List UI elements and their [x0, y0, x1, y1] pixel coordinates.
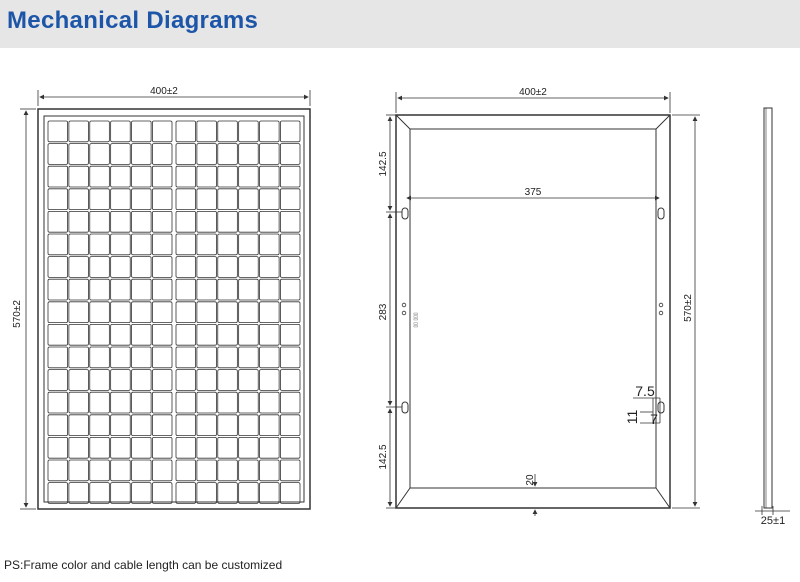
- mount-hole-bottom-left: [402, 402, 408, 413]
- solar-cell: [260, 347, 280, 368]
- solar-cell: [152, 460, 172, 481]
- solar-cell: [90, 347, 110, 368]
- solar-cell: [280, 279, 300, 300]
- solar-cell: [69, 324, 89, 345]
- solar-cell: [152, 211, 172, 232]
- corner-miter-tl: [396, 115, 410, 129]
- solar-cell: [280, 166, 300, 187]
- solar-cell: [218, 234, 238, 255]
- solar-cell: [132, 347, 152, 368]
- solar-cell: [280, 211, 300, 232]
- solar-cell: [48, 460, 68, 481]
- solar-cell: [239, 189, 259, 210]
- solar-cell: [280, 121, 300, 142]
- solar-cell: [176, 144, 196, 165]
- solar-cell: [239, 392, 259, 413]
- bottom-gap-label: 20: [525, 474, 536, 486]
- top-offset-label: 142.5: [378, 151, 389, 177]
- solar-cell: [280, 392, 300, 413]
- solar-cell: [260, 415, 280, 436]
- solar-cell: [69, 189, 89, 210]
- solar-cell: [260, 279, 280, 300]
- back-view: [386, 92, 700, 516]
- solar-cell: [239, 324, 259, 345]
- solar-cell: [239, 279, 259, 300]
- solar-cell: [176, 347, 196, 368]
- solar-cell: [48, 144, 68, 165]
- solar-cell: [176, 437, 196, 458]
- solar-cell: [260, 324, 280, 345]
- front-width-label: 400±2: [150, 86, 178, 97]
- solar-cell: [90, 302, 110, 323]
- solar-cell: [69, 234, 89, 255]
- solar-cell: [48, 370, 68, 391]
- solar-cell: [132, 279, 152, 300]
- solar-cell: [111, 166, 131, 187]
- solar-cell: [90, 257, 110, 278]
- solar-cell: [176, 392, 196, 413]
- solar-cell: [69, 460, 89, 481]
- ground-hole-top-left: [402, 303, 406, 307]
- solar-cell: [48, 234, 68, 255]
- solar-cell: [69, 302, 89, 323]
- solar-cell: [48, 437, 68, 458]
- solar-cell: [132, 437, 152, 458]
- solar-cell: [152, 415, 172, 436]
- solar-cell: [90, 370, 110, 391]
- solar-cell: [239, 415, 259, 436]
- solar-cell: [111, 483, 131, 504]
- solar-cell: [239, 121, 259, 142]
- solar-cell: [280, 437, 300, 458]
- solar-cell: [152, 483, 172, 504]
- solar-cell: [111, 370, 131, 391]
- solar-cell: [239, 144, 259, 165]
- solar-cell: [152, 437, 172, 458]
- solar-cell: [111, 121, 131, 142]
- solar-cell: [152, 257, 172, 278]
- solar-cell: [260, 370, 280, 391]
- mount-hole-top-left: [402, 208, 408, 219]
- solar-cell: [69, 279, 89, 300]
- solar-cell: [152, 279, 172, 300]
- solar-cell: [218, 279, 238, 300]
- solar-cell: [260, 144, 280, 165]
- solar-cell: [69, 392, 89, 413]
- solar-cell: [152, 121, 172, 142]
- solar-cell: [218, 437, 238, 458]
- solar-cell: [132, 370, 152, 391]
- solar-cell: [111, 460, 131, 481]
- solar-cell: [69, 370, 89, 391]
- solar-cell: [218, 189, 238, 210]
- solar-cell: [132, 234, 152, 255]
- back-frame-outer: [396, 115, 670, 508]
- front-height-label: 570±2: [12, 300, 23, 328]
- solar-cell: [197, 121, 217, 142]
- page-title: Mechanical Diagrams: [7, 7, 259, 34]
- footnote: PS:Frame color and cable length can be customized: [4, 558, 283, 572]
- solar-cell: [218, 415, 238, 436]
- solar-cell: [260, 257, 280, 278]
- solar-cell: [69, 415, 89, 436]
- side-profile: [764, 108, 772, 508]
- solar-cell: [176, 483, 196, 504]
- solar-cell: [90, 279, 110, 300]
- solar-cell: [218, 370, 238, 391]
- solar-cell: [176, 189, 196, 210]
- solar-cell: [48, 257, 68, 278]
- solar-cell: [132, 324, 152, 345]
- solar-cell: [48, 211, 68, 232]
- solar-cell: [152, 144, 172, 165]
- solar-cell: [176, 460, 196, 481]
- solar-cell: [69, 211, 89, 232]
- solar-cell: [152, 324, 172, 345]
- solar-cell: [197, 483, 217, 504]
- solar-cell: [260, 392, 280, 413]
- solar-cell: [176, 302, 196, 323]
- slot-height-label: 11: [624, 409, 640, 425]
- solar-cell: [197, 370, 217, 391]
- solar-cell: [132, 144, 152, 165]
- cell-grid: [48, 121, 300, 503]
- solar-cell: [239, 234, 259, 255]
- solar-cell: [69, 347, 89, 368]
- solar-cell: [132, 257, 152, 278]
- solar-cell: [90, 483, 110, 504]
- solar-cell: [260, 483, 280, 504]
- solar-cell: [111, 279, 131, 300]
- solar-cell: [90, 189, 110, 210]
- ground-hole-bottom-left: [402, 311, 406, 315]
- solar-cell: [218, 257, 238, 278]
- solar-cell: [132, 189, 152, 210]
- solar-cell: [48, 392, 68, 413]
- solar-cell: [90, 415, 110, 436]
- solar-cell: [280, 370, 300, 391]
- solar-cell: [197, 166, 217, 187]
- solar-cell: [132, 415, 152, 436]
- solar-cell: [111, 144, 131, 165]
- solar-cell: [48, 324, 68, 345]
- solar-cell: [90, 211, 110, 232]
- solar-cell: [239, 211, 259, 232]
- solar-cell: [90, 121, 110, 142]
- solar-cell: [280, 302, 300, 323]
- solar-cell: [48, 121, 68, 142]
- solar-cell: [111, 189, 131, 210]
- solar-cell: [280, 347, 300, 368]
- solar-cell: [69, 257, 89, 278]
- solar-cell: [69, 166, 89, 187]
- solar-cell: [69, 437, 89, 458]
- solar-cell: [152, 347, 172, 368]
- solar-cell: [132, 211, 152, 232]
- solar-cell: [152, 370, 172, 391]
- solar-cell: [218, 460, 238, 481]
- solar-cell: [280, 234, 300, 255]
- solar-cell: [111, 211, 131, 232]
- back-width-label: 400±2: [519, 87, 547, 98]
- solar-cell: [132, 166, 152, 187]
- solar-cell: [90, 324, 110, 345]
- solar-cell: [260, 234, 280, 255]
- solar-cell: [260, 302, 280, 323]
- solar-cell: [239, 437, 259, 458]
- solar-cell: [176, 257, 196, 278]
- solar-cell: [176, 415, 196, 436]
- solar-cell: [197, 415, 217, 436]
- solar-cell: [197, 460, 217, 481]
- solar-cell: [152, 166, 172, 187]
- solar-cell: [280, 483, 300, 504]
- solar-cell: [197, 144, 217, 165]
- hole-spacing-label: 375: [524, 187, 542, 198]
- solar-cell: [197, 302, 217, 323]
- middle-label: 283: [378, 303, 389, 321]
- solar-cell: [239, 166, 259, 187]
- solar-cell: [197, 347, 217, 368]
- solar-cell: [197, 324, 217, 345]
- solar-cell: [280, 144, 300, 165]
- solar-cell: [111, 234, 131, 255]
- solar-cell: [111, 392, 131, 413]
- solar-cell: [176, 121, 196, 142]
- solar-cell: [90, 166, 110, 187]
- solar-cell: [197, 257, 217, 278]
- solar-cell: [218, 302, 238, 323]
- solar-cell: [197, 279, 217, 300]
- solar-cell: [111, 437, 131, 458]
- solar-cell: [239, 370, 259, 391]
- front-frame-outer: [38, 109, 310, 509]
- solar-cell: [260, 189, 280, 210]
- solar-cell: [69, 144, 89, 165]
- solar-cell: [69, 121, 89, 142]
- corner-miter-tr: [656, 115, 670, 129]
- solar-cell: [152, 302, 172, 323]
- mount-hole-bottom-right: [658, 402, 664, 413]
- solar-cell: [132, 483, 152, 504]
- solar-cell: [239, 460, 259, 481]
- solar-cell: [260, 211, 280, 232]
- solar-cell: [48, 347, 68, 368]
- solar-cell: [176, 234, 196, 255]
- solar-cell: [111, 257, 131, 278]
- solar-cell: [48, 166, 68, 187]
- solar-cell: [280, 189, 300, 210]
- solar-cell: [280, 324, 300, 345]
- solar-cell: [218, 211, 238, 232]
- solar-cell: [48, 415, 68, 436]
- solar-cell: [132, 392, 152, 413]
- solar-cell: [48, 302, 68, 323]
- solar-cell: [218, 483, 238, 504]
- solar-cell: [90, 234, 110, 255]
- solar-cell: [239, 347, 259, 368]
- slot-depth-label: 7: [650, 411, 658, 427]
- side-thickness-label: 25±1: [760, 515, 786, 527]
- solar-cell: [176, 370, 196, 391]
- junction-box-label: ▯▯ ▯▯▯: [413, 312, 419, 328]
- solar-cell: [132, 460, 152, 481]
- solar-cell: [111, 302, 131, 323]
- solar-cell: [90, 460, 110, 481]
- solar-cell: [218, 121, 238, 142]
- solar-cell: [176, 211, 196, 232]
- solar-cell: [69, 483, 89, 504]
- solar-cell: [280, 415, 300, 436]
- solar-cell: [260, 460, 280, 481]
- solar-cell: [239, 483, 259, 504]
- solar-cell: [111, 324, 131, 345]
- corner-miter-bl: [396, 488, 410, 508]
- solar-cell: [218, 166, 238, 187]
- front-frame-inner: [44, 116, 304, 502]
- solar-cell: [239, 302, 259, 323]
- ground-hole-top-right: [659, 303, 663, 307]
- solar-cell: [280, 460, 300, 481]
- mount-hole-top-right: [658, 208, 664, 219]
- side-view: [755, 108, 790, 515]
- solar-cell: [176, 166, 196, 187]
- solar-cell: [239, 257, 259, 278]
- solar-cell: [48, 483, 68, 504]
- solar-cell: [90, 392, 110, 413]
- solar-cell: [197, 234, 217, 255]
- solar-cell: [197, 437, 217, 458]
- solar-cell: [152, 392, 172, 413]
- corner-miter-br: [656, 488, 670, 508]
- solar-cell: [197, 189, 217, 210]
- solar-cell: [197, 211, 217, 232]
- front-view: [20, 90, 310, 509]
- back-height-label: 570±2: [683, 294, 694, 322]
- solar-cell: [260, 166, 280, 187]
- solar-cell: [280, 257, 300, 278]
- solar-cell: [132, 121, 152, 142]
- solar-cell: [48, 189, 68, 210]
- solar-cell: [260, 121, 280, 142]
- solar-cell: [197, 392, 217, 413]
- solar-cell: [218, 144, 238, 165]
- back-frame-inner: [410, 129, 656, 488]
- solar-cell: [176, 279, 196, 300]
- solar-cell: [90, 437, 110, 458]
- solar-cell: [152, 189, 172, 210]
- solar-cell: [218, 324, 238, 345]
- solar-cell: [111, 347, 131, 368]
- solar-cell: [218, 392, 238, 413]
- solar-cell: [111, 415, 131, 436]
- solar-cell: [90, 144, 110, 165]
- solar-cell: [152, 234, 172, 255]
- solar-cell: [48, 279, 68, 300]
- solar-cell: [132, 302, 152, 323]
- slot-width-label: 7.5: [635, 383, 655, 399]
- ground-hole-bottom-right: [659, 311, 663, 315]
- solar-cell: [260, 437, 280, 458]
- bottom-offset-label: 142.5: [378, 444, 389, 470]
- solar-cell: [218, 347, 238, 368]
- solar-cell: [176, 324, 196, 345]
